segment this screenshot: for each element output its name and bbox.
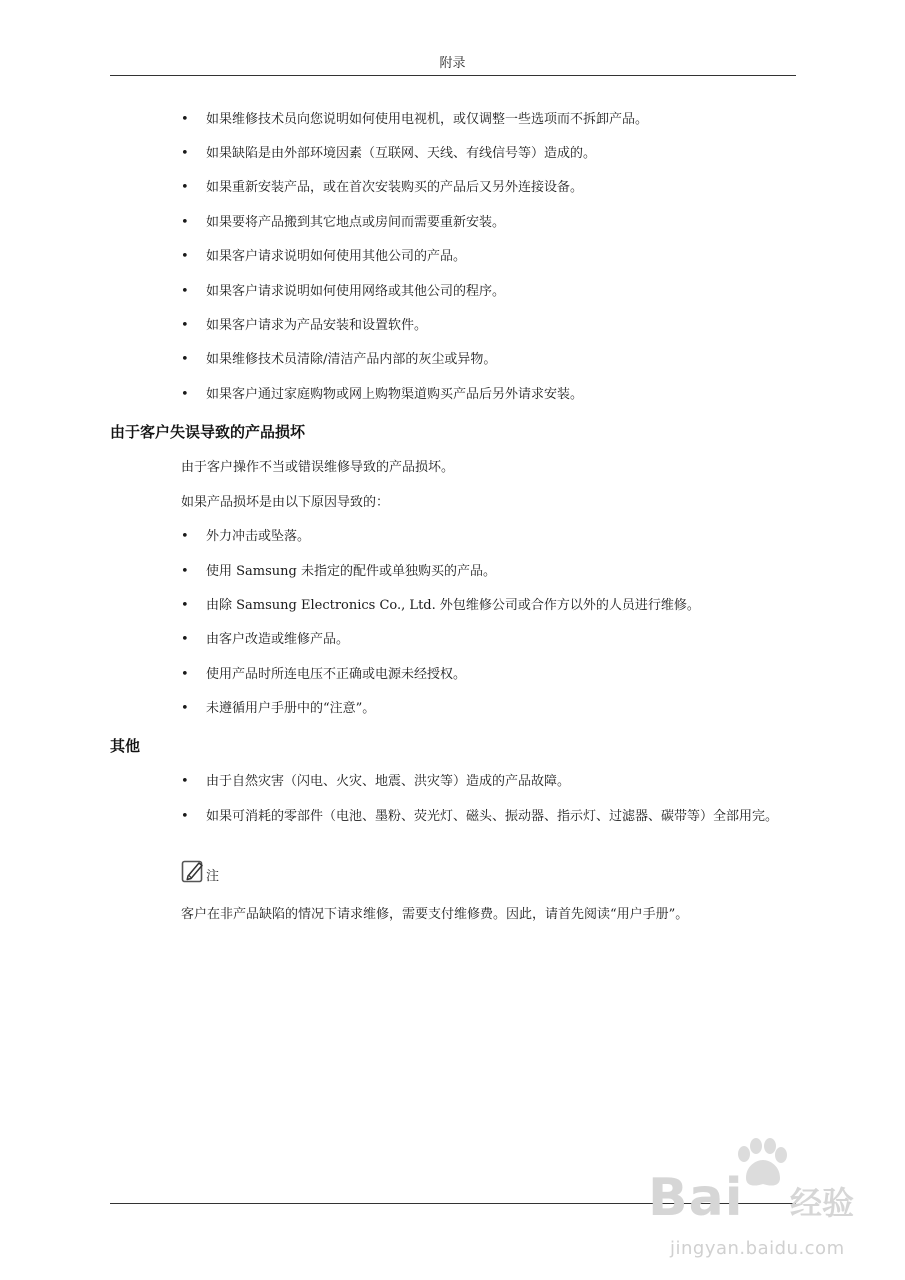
bullet: • <box>181 352 189 367</box>
bullet: • <box>181 529 189 544</box>
baidu-jingyan-watermark <box>640 1138 870 1268</box>
section-paragraph: 由于客户操作不当或错误维修导致的产品损坏。 <box>181 460 455 475</box>
bullet: • <box>181 809 189 824</box>
section-heading-other: 其他 <box>110 737 141 755</box>
list-item-text: 使用产品时所连电压不正确或电源未经授权。 <box>206 667 467 682</box>
list-item-text: 由于自然灾害（闪电、火灾、地震、洪灾等）造成的产品故障。 <box>206 774 571 789</box>
list-item-text: 如果维修技术员向您说明如何使用电视机，或仅调整一些选项而不拆卸产品。 <box>206 112 649 127</box>
list-item-text: 如果客户请求说明如何使用其他公司的产品。 <box>206 249 467 264</box>
list-item-text: 由客户改造或维修产品。 <box>206 632 350 647</box>
bullet: • <box>181 774 189 789</box>
bullet: • <box>181 318 189 333</box>
bullet: • <box>181 667 189 682</box>
list-item-text: 如果客户通过家庭购物或网上购物渠道购买产品后另外请求安装。 <box>206 387 584 402</box>
list-item-text: 如果客户请求为产品安装和设置软件。 <box>206 318 428 333</box>
bullet: • <box>181 215 189 230</box>
bullet: • <box>181 701 189 716</box>
list-item-text: 外力冲击或坠落。 <box>206 529 311 544</box>
list-item-text: 使用 Samsung 未指定的配件或单独购买的产品。 <box>206 564 496 579</box>
bullet: • <box>181 112 189 127</box>
list-item-text: 如果维修技术员清除/清洁产品内部的灰尘或异物。 <box>206 352 497 367</box>
list-item-text: 如果要将产品搬到其它地点或房间而需要重新安装。 <box>206 215 506 230</box>
page-title: 附录 <box>439 56 466 71</box>
bullet: • <box>181 249 189 264</box>
watermark-url: jingyan.baidu.com <box>670 1238 845 1259</box>
watermark-suffix: 经验 <box>790 1184 855 1222</box>
note-label: 注 <box>206 869 220 884</box>
list-item-text: 如果重新安装产品，或在首次安装购买的产品后又另外连接设备。 <box>206 180 584 195</box>
section-paragraph: 如果产品损坏是由以下原因导致的： <box>181 495 390 510</box>
header-rule <box>110 75 796 76</box>
list-item-text: 未遵循用户手册中的“注意”。 <box>206 701 376 716</box>
bullet: • <box>181 387 189 402</box>
section-heading-customer-damage: 由于客户失误导致的产品损坏 <box>110 423 306 441</box>
list-item-text: 如果缺陷是由外部环境因素（互联网、天线、有线信号等）造成的。 <box>206 146 597 161</box>
list-item-text: 由除 Samsung Electronics Co., Ltd. 外包维修公司或合作方以外的人员进行维修。 <box>206 598 700 613</box>
bullet: • <box>181 180 189 195</box>
list-item-text: 如果可消耗的零部件（电池、墨粉、荧光灯、磁头、振动器、指示灯、过滤器、碳带等）全部用完。 <box>206 809 779 824</box>
bullet: • <box>181 564 189 579</box>
bullet: • <box>181 146 189 161</box>
note-text: 客户在非产品缺陷的情况下请求维修，需要支付维修费。因此，请首先阅读“用户手册”。 <box>181 907 689 922</box>
watermark-brand: Bai <box>648 1168 744 1228</box>
bullet: • <box>181 284 189 299</box>
list-item-text: 如果客户请求说明如何使用网络或其他公司的程序。 <box>206 284 506 299</box>
bullet: • <box>181 598 189 613</box>
bullet: • <box>181 632 189 647</box>
note-pencil-icon <box>181 860 205 884</box>
